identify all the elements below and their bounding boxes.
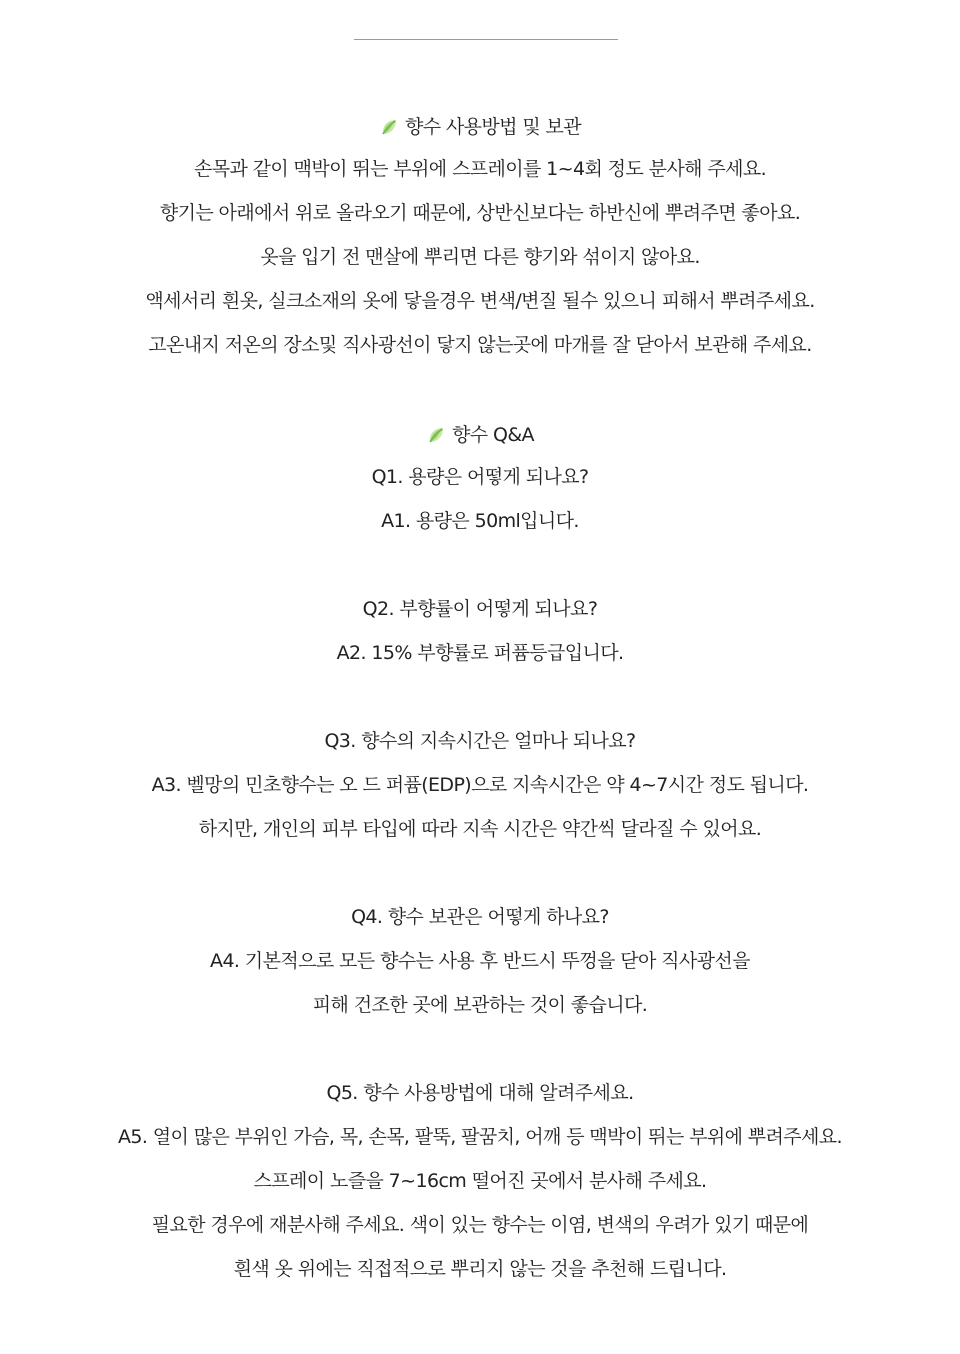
usage-line: 향기는 아래에서 위로 올라오기 때문에, 상반신보다는 하반신에 뿌려주면 좋아요. — [159, 202, 801, 224]
qna-question: Q4. 향수 보관은 어떻게 하나요? — [351, 906, 609, 928]
leaf-icon — [426, 425, 446, 445]
qna-question: Q3. 향수의 지속시간은 얼마나 되나요? — [324, 730, 636, 752]
usage-heading — [0, 114, 960, 140]
leaf-icon — [379, 117, 399, 137]
top-divider — [354, 39, 618, 40]
qna-answer: 흰색 옷 위에는 직접적으로 뿌리지 않는 것을 추천해 드립니다. — [233, 1258, 727, 1280]
usage-line: 액세서리 흰옷, 실크소재의 옷에 닿을경우 변색/변질 될수 있으니 피해서 뿌려주세요. — [145, 290, 815, 312]
qna-answer: 필요한 경우에 재분사해 주세요. 색이 있는 향수는 이염, 변색의 우려가 있기 때문에 — [151, 1214, 809, 1236]
qna-answer: 스프레이 노즐을 7~16cm 떨어진 곳에서 분사해 주세요. — [253, 1170, 707, 1192]
qna-answer: A3. 벨망의 민초향수는 오 드 퍼퓸(EDP)으로 지속시간은 약 4~7시간 정도 됩니다. — [151, 774, 809, 796]
qna-answer: A4. 기본적으로 모든 향수는 사용 후 반드시 뚜껑을 닫아 직사광선을 — [210, 950, 750, 972]
qna-question: Q5. 향수 사용방법에 대해 알려주세요. — [326, 1082, 634, 1104]
usage-line: 고온내지 저온의 장소및 직사광선이 닿지 않는곳에 마개를 잘 닫아서 보관해 주세요. — [148, 334, 812, 356]
usage-line: 손목과 같이 맥박이 뛰는 부위에 스프레이를 1~4회 정도 분사해 주세요. — [193, 158, 767, 180]
qna-question: Q2. 부향률이 어떻게 되나요? — [362, 598, 598, 620]
qna-answer: 하지만, 개인의 피부 타입에 따라 지속 시간은 약간씩 달라질 수 있어요. — [198, 818, 762, 840]
qna-heading — [0, 422, 960, 448]
usage-heading-text: 향수 사용방법 및 보관 — [404, 116, 582, 138]
qna-question: Q1. 용량은 어떻게 되나요? — [371, 466, 589, 488]
qna-answer: A1. 용량은 50ml입니다. — [381, 510, 579, 532]
qna-heading-text: 향수 Q&A — [452, 424, 534, 446]
qna-answer: A2. 15% 부향률로 퍼퓸등급입니다. — [336, 642, 624, 664]
usage-line: 옷을 입기 전 맨살에 뿌리면 다른 향기와 섞이지 않아요. — [260, 246, 700, 268]
qna-answer: A5. 열이 많은 부위인 가슴, 목, 손목, 팔뚝, 팔꿈치, 어깨 등 맥박이 뛰는 부위에 뿌려주세요. — [117, 1126, 842, 1148]
qna-answer: 피해 건조한 곳에 보관하는 것이 좋습니다. — [312, 994, 648, 1016]
